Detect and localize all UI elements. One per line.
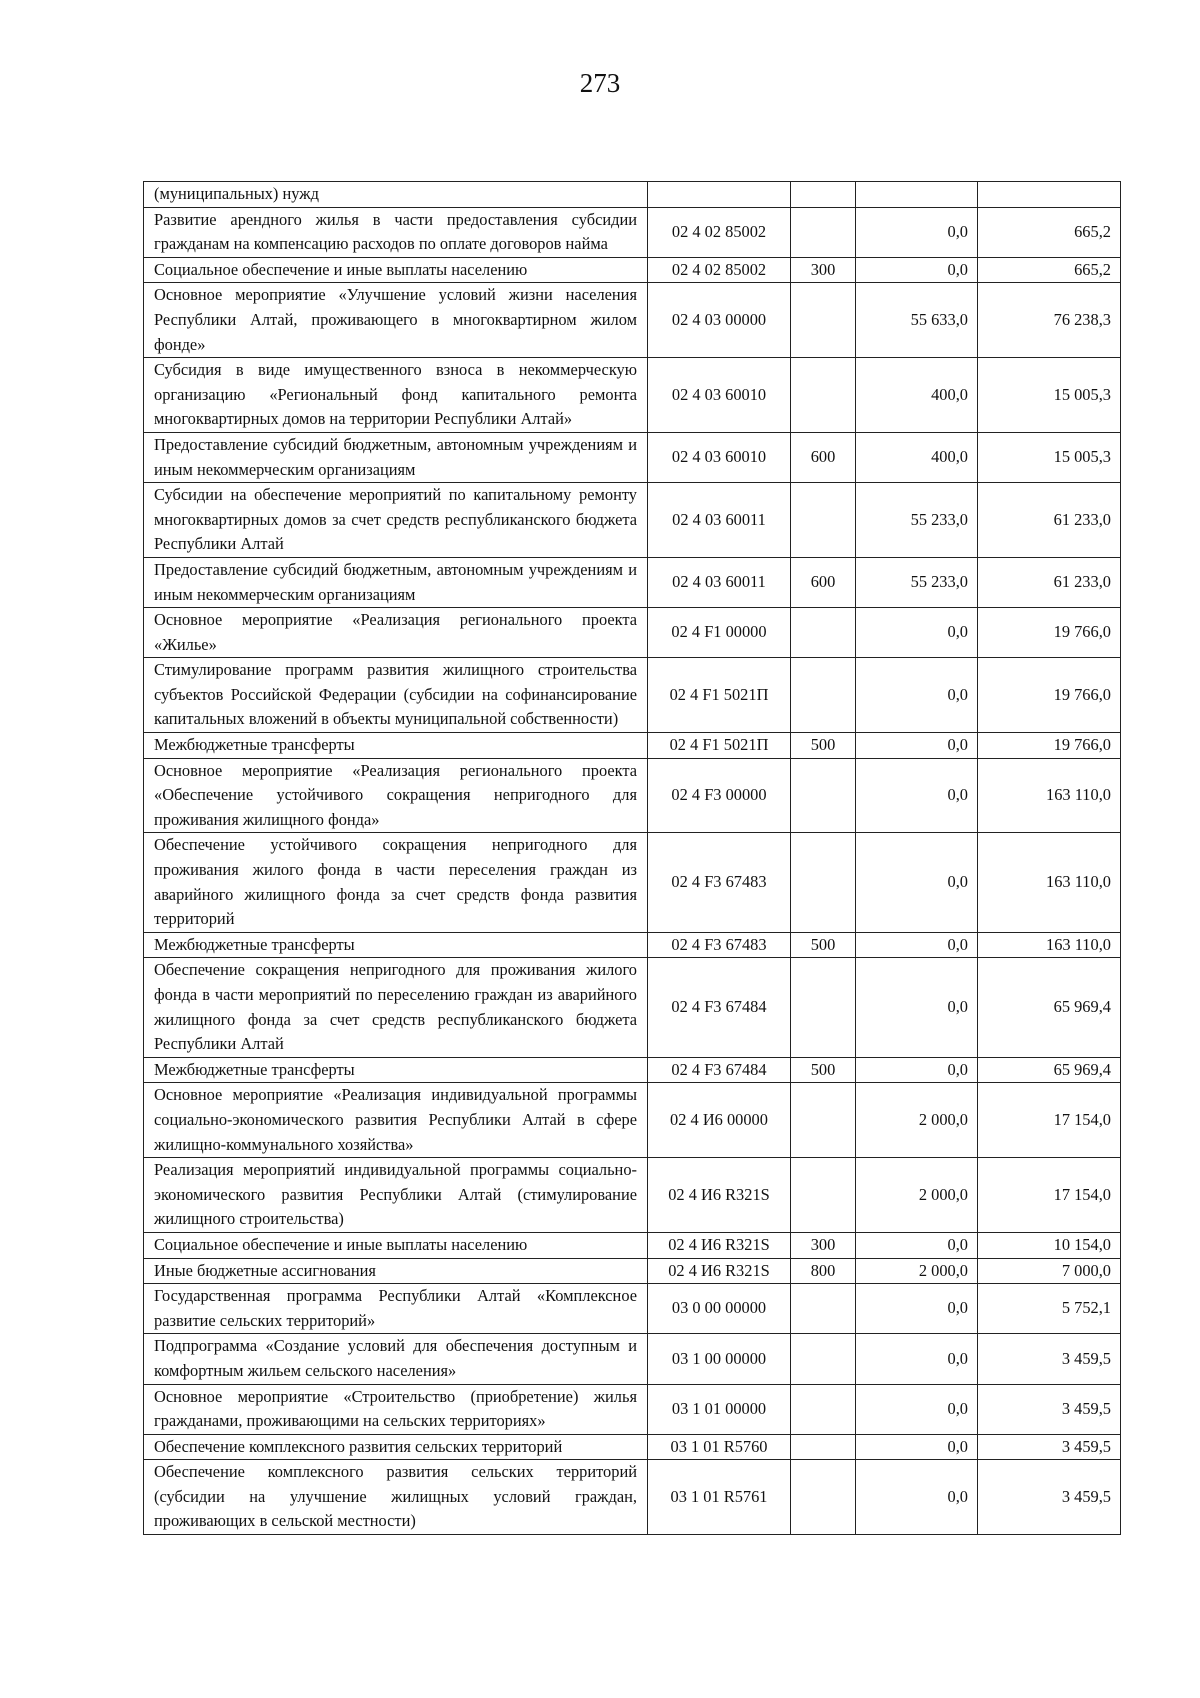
row-name-cell: Подпрограмма «Создание условий для обеспечения доступным и комфортным жильем сельского населения» bbox=[144, 1334, 648, 1384]
row-value-1-cell: 0,0 bbox=[856, 758, 978, 833]
budget-table bbox=[143, 181, 1121, 1535]
row-value-2-cell: 163 110,0 bbox=[978, 932, 1121, 958]
page-number: 273 bbox=[579, 68, 621, 98]
row-expense-type-cell bbox=[791, 1083, 856, 1158]
row-value-1-cell: 0,0 bbox=[856, 1434, 978, 1460]
table-row bbox=[144, 733, 1121, 759]
row-value-2-cell: 15 005,3 bbox=[978, 358, 1121, 433]
row-expense-type-cell bbox=[791, 483, 856, 558]
row-name-cell: Развитие арендного жилья в части предоставления субсидии гражданам на компенсацию расходов по оплате договоров найма bbox=[144, 207, 648, 257]
row-name-cell: Основное мероприятие «Реализация регионального проекта «Обеспечение устойчивого сокращения непригодного для проживания жилищного фонда» bbox=[144, 758, 648, 833]
row-value-1-cell: 0,0 bbox=[856, 1057, 978, 1083]
row-code-cell: 02 4 03 60011 bbox=[648, 483, 791, 558]
row-code-cell: 02 4 И6 00000 bbox=[648, 1083, 791, 1158]
row-value-2-cell: 163 110,0 bbox=[978, 833, 1121, 932]
row-name-cell: Основное мероприятие «Строительство (приобретение) жилья гражданами, проживающими на сельских территориях» bbox=[144, 1384, 648, 1434]
row-value-2-cell bbox=[978, 182, 1121, 208]
table-row bbox=[144, 207, 1121, 257]
table-row bbox=[144, 958, 1121, 1057]
row-name-cell: Предоставление субсидий бюджетным, автономным учреждениям и иным некоммерческим организациям bbox=[144, 557, 648, 607]
row-value-1-cell: 0,0 bbox=[856, 608, 978, 658]
row-value-1-cell: 55 233,0 bbox=[856, 557, 978, 607]
row-value-2-cell: 3 459,5 bbox=[978, 1460, 1121, 1535]
row-value-2-cell: 3 459,5 bbox=[978, 1434, 1121, 1460]
row-code-cell: 02 4 F3 67483 bbox=[648, 833, 791, 932]
row-value-1-cell: 0,0 bbox=[856, 207, 978, 257]
row-name-cell: Реализация мероприятий индивидуальной программы социально-экономического развития Республики Алтай (стимулирование жилищного строительства) bbox=[144, 1158, 648, 1233]
table-row bbox=[144, 483, 1121, 558]
row-code-cell: 02 4 03 00000 bbox=[648, 283, 791, 358]
row-name-cell: Субсидии на обеспечение мероприятий по капитальному ремонту многоквартирных домов за счет средств республиканского бюджета Республики Алтай bbox=[144, 483, 648, 558]
row-name-cell: Межбюджетные трансферты bbox=[144, 932, 648, 958]
table-body bbox=[144, 182, 1121, 1535]
row-name-cell: Социальное обеспечение и иные выплаты населению bbox=[144, 257, 648, 283]
row-expense-type-cell bbox=[791, 1284, 856, 1334]
table-row bbox=[144, 658, 1121, 733]
row-name-cell: Обеспечение устойчивого сокращения непригодного для проживания жилого фонда в части переселения граждан из аварийного жилищного фонда за счет средств фонда развития территорий bbox=[144, 833, 648, 932]
row-value-1-cell: 0,0 bbox=[856, 1334, 978, 1384]
table-row bbox=[144, 1258, 1121, 1284]
row-value-2-cell: 65 969,4 bbox=[978, 1057, 1121, 1083]
row-code-cell: 03 1 01 00000 bbox=[648, 1384, 791, 1434]
row-expense-type-cell bbox=[791, 182, 856, 208]
row-value-2-cell: 7 000,0 bbox=[978, 1258, 1121, 1284]
row-code-cell: 02 4 И6 R321S bbox=[648, 1258, 791, 1284]
row-code-cell: 03 1 00 00000 bbox=[648, 1334, 791, 1384]
row-name-cell: Межбюджетные трансферты bbox=[144, 733, 648, 759]
row-name-cell: Предоставление субсидий бюджетным, автономным учреждениям и иным некоммерческим организациям bbox=[144, 432, 648, 482]
row-value-1-cell: 2 000,0 bbox=[856, 1258, 978, 1284]
table-row bbox=[144, 182, 1121, 208]
row-value-1-cell: 2 000,0 bbox=[856, 1083, 978, 1158]
table-row bbox=[144, 1334, 1121, 1384]
row-code-cell: 02 4 03 60010 bbox=[648, 358, 791, 433]
row-value-1-cell bbox=[856, 182, 978, 208]
row-value-2-cell: 665,2 bbox=[978, 207, 1121, 257]
row-expense-type-cell bbox=[791, 833, 856, 932]
row-expense-type-cell bbox=[791, 958, 856, 1057]
row-expense-type-cell: 600 bbox=[791, 432, 856, 482]
row-name-cell: Стимулирование программ развития жилищного строительства субъектов Российской Федерации (субсидии на софинансирование капитальных вложений в объекты муниципальной собственности) bbox=[144, 658, 648, 733]
row-expense-type-cell: 300 bbox=[791, 1232, 856, 1258]
table-row bbox=[144, 1232, 1121, 1258]
row-code-cell: 02 4 02 85002 bbox=[648, 257, 791, 283]
row-value-2-cell: 665,2 bbox=[978, 257, 1121, 283]
row-code-cell: 03 1 01 R5761 bbox=[648, 1460, 791, 1535]
row-value-2-cell: 10 154,0 bbox=[978, 1232, 1121, 1258]
row-name-cell: Государственная программа Республики Алтай «Комплексное развитие сельских территорий» bbox=[144, 1284, 648, 1334]
row-value-1-cell: 55 233,0 bbox=[856, 483, 978, 558]
row-expense-type-cell bbox=[791, 658, 856, 733]
row-expense-type-cell bbox=[791, 758, 856, 833]
row-name-cell: Субсидия в виде имущественного взноса в некоммерческую организацию «Региональный фонд капитального ремонта многоквартирных домов на территории Республики Алтай» bbox=[144, 358, 648, 433]
row-value-2-cell: 3 459,5 bbox=[978, 1384, 1121, 1434]
row-name-cell: Межбюджетные трансферты bbox=[144, 1057, 648, 1083]
row-name-cell: Обеспечение сокращения непригодного для проживания жилого фонда в части мероприятий по переселению граждан из аварийного жилищного фонда за счет средств республиканского бюджета Республики Алтай bbox=[144, 958, 648, 1057]
row-expense-type-cell bbox=[791, 608, 856, 658]
row-code-cell: 03 0 00 00000 bbox=[648, 1284, 791, 1334]
table-row bbox=[144, 1384, 1121, 1434]
row-value-2-cell: 19 766,0 bbox=[978, 608, 1121, 658]
row-expense-type-cell bbox=[791, 1434, 856, 1460]
row-code-cell: 02 4 03 60010 bbox=[648, 432, 791, 482]
row-expense-type-cell bbox=[791, 1460, 856, 1535]
row-expense-type-cell bbox=[791, 1384, 856, 1434]
table-row bbox=[144, 1057, 1121, 1083]
table-row bbox=[144, 257, 1121, 283]
row-value-2-cell: 19 766,0 bbox=[978, 658, 1121, 733]
row-value-1-cell: 2 000,0 bbox=[856, 1158, 978, 1233]
table-row bbox=[144, 1284, 1121, 1334]
row-expense-type-cell bbox=[791, 1334, 856, 1384]
row-value-2-cell: 61 233,0 bbox=[978, 557, 1121, 607]
table-row bbox=[144, 1083, 1121, 1158]
row-expense-type-cell: 500 bbox=[791, 932, 856, 958]
row-code-cell bbox=[648, 182, 791, 208]
table-row bbox=[144, 1158, 1121, 1233]
row-name-cell: Основное мероприятие «Реализация регионального проекта «Жилье» bbox=[144, 608, 648, 658]
row-value-1-cell: 400,0 bbox=[856, 358, 978, 433]
row-expense-type-cell: 300 bbox=[791, 257, 856, 283]
row-value-1-cell: 0,0 bbox=[856, 1284, 978, 1334]
row-value-1-cell: 0,0 bbox=[856, 1384, 978, 1434]
row-expense-type-cell: 500 bbox=[791, 733, 856, 759]
row-value-1-cell: 0,0 bbox=[856, 257, 978, 283]
row-name-cell: Социальное обеспечение и иные выплаты населению bbox=[144, 1232, 648, 1258]
row-name-cell: Обеспечение комплексного развития сельских территорий (субсидии на улучшение жилищных условий граждан, проживающих в сельской местности) bbox=[144, 1460, 648, 1535]
table-row bbox=[144, 833, 1121, 932]
row-value-2-cell: 17 154,0 bbox=[978, 1158, 1121, 1233]
row-value-1-cell: 0,0 bbox=[856, 733, 978, 759]
row-name-cell: (муниципальных) нужд bbox=[144, 182, 648, 208]
row-code-cell: 02 4 F1 5021П bbox=[648, 733, 791, 759]
row-value-2-cell: 163 110,0 bbox=[978, 758, 1121, 833]
row-name-cell: Основное мероприятие «Улучшение условий жизни населения Республики Алтай, проживающего в многоквартирном жилом фонде» bbox=[144, 283, 648, 358]
row-expense-type-cell bbox=[791, 358, 856, 433]
row-name-cell: Обеспечение комплексного развития сельских территорий bbox=[144, 1434, 648, 1460]
row-value-2-cell: 65 969,4 bbox=[978, 958, 1121, 1057]
row-expense-type-cell bbox=[791, 283, 856, 358]
row-value-2-cell: 61 233,0 bbox=[978, 483, 1121, 558]
row-value-1-cell: 0,0 bbox=[856, 932, 978, 958]
row-value-1-cell: 0,0 bbox=[856, 1232, 978, 1258]
table-row bbox=[144, 1434, 1121, 1460]
row-value-1-cell: 400,0 bbox=[856, 432, 978, 482]
row-value-2-cell: 3 459,5 bbox=[978, 1334, 1121, 1384]
row-expense-type-cell: 600 bbox=[791, 557, 856, 607]
table-row bbox=[144, 358, 1121, 433]
table-row bbox=[144, 608, 1121, 658]
row-code-cell: 02 4 F1 5021П bbox=[648, 658, 791, 733]
table-row bbox=[144, 432, 1121, 482]
table-row bbox=[144, 1460, 1121, 1535]
row-code-cell: 02 4 F3 67484 bbox=[648, 958, 791, 1057]
row-code-cell: 02 4 F3 67483 bbox=[648, 932, 791, 958]
row-code-cell: 02 4 F1 00000 bbox=[648, 608, 791, 658]
table-row bbox=[144, 758, 1121, 833]
row-code-cell: 02 4 F3 67484 bbox=[648, 1057, 791, 1083]
row-value-1-cell: 55 633,0 bbox=[856, 283, 978, 358]
row-code-cell: 02 4 02 85002 bbox=[648, 207, 791, 257]
row-value-1-cell: 0,0 bbox=[856, 958, 978, 1057]
row-name-cell: Иные бюджетные ассигнования bbox=[144, 1258, 648, 1284]
row-expense-type-cell bbox=[791, 207, 856, 257]
row-expense-type-cell: 500 bbox=[791, 1057, 856, 1083]
row-code-cell: 02 4 F3 00000 bbox=[648, 758, 791, 833]
row-name-cell: Основное мероприятие «Реализация индивидуальной программы социально-экономического развития Республики Алтай в сфере жилищно-коммунального хозяйства» bbox=[144, 1083, 648, 1158]
row-expense-type-cell: 800 bbox=[791, 1258, 856, 1284]
row-value-1-cell: 0,0 bbox=[856, 1460, 978, 1535]
row-value-2-cell: 17 154,0 bbox=[978, 1083, 1121, 1158]
row-value-2-cell: 19 766,0 bbox=[978, 733, 1121, 759]
row-value-1-cell: 0,0 bbox=[856, 833, 978, 932]
row-value-2-cell: 76 238,3 bbox=[978, 283, 1121, 358]
row-value-2-cell: 5 752,1 bbox=[978, 1284, 1121, 1334]
row-code-cell: 02 4 И6 R321S bbox=[648, 1158, 791, 1233]
row-value-2-cell: 15 005,3 bbox=[978, 432, 1121, 482]
table-row bbox=[144, 283, 1121, 358]
table-row bbox=[144, 932, 1121, 958]
row-value-1-cell: 0,0 bbox=[856, 658, 978, 733]
table-row bbox=[144, 557, 1121, 607]
row-code-cell: 02 4 И6 R321S bbox=[648, 1232, 791, 1258]
row-code-cell: 03 1 01 R5760 bbox=[648, 1434, 791, 1460]
row-expense-type-cell bbox=[791, 1158, 856, 1233]
row-code-cell: 02 4 03 60011 bbox=[648, 557, 791, 607]
